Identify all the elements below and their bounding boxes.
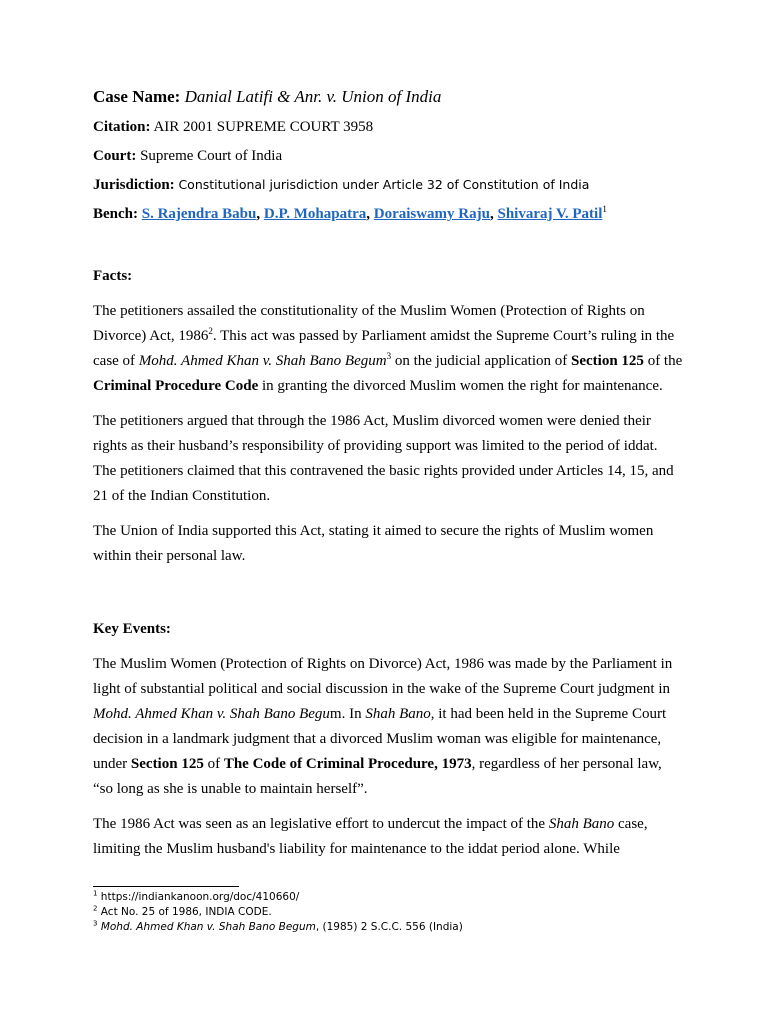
key-events-paragraph-2: The 1986 Act was seen as an legislative effort to undercut the impact of the Shah Bano case, limiting the Muslim husband's liability for maintenance to the iddat period alone. While — [93, 816, 648, 857]
case-name-value: Danial Latifi & Anr. v. Union of India — [184, 87, 442, 106]
facts-heading: Facts: — [93, 268, 133, 284]
jurisdiction-line — [93, 172, 683, 198]
jurisdiction-label: Jurisdiction: — [93, 177, 175, 193]
judge-link-3[interactable]: Doraiswamy Raju — [373, 206, 490, 222]
footnotes — [93, 886, 693, 935]
comma: , — [366, 206, 370, 222]
citation-value: AIR 2001 SUPREME COURT 3958 — [153, 119, 374, 135]
footnote-3: $^3$ Mohd. Ahmed Khan v. Shah Bano Begum, (1985) 2 S.C.C. 556 (India) — [93, 919, 463, 933]
bench-line — [93, 201, 683, 227]
judge-link-4[interactable]: Shivaraj V. Patil — [497, 206, 603, 222]
footnote-link[interactable]: https://indiankanoon.org/doc/410660/ — [97, 891, 300, 903]
judge-link-1[interactable]: S. Rajendra Babu — [141, 206, 257, 222]
case-reference: Mohd. Ahmed Khan v. Shah Bano Begum — [138, 353, 387, 369]
comma: , — [489, 206, 494, 222]
court-label: Court: — [93, 148, 137, 164]
comma: , — [256, 206, 261, 222]
bench-label: Bench: — [93, 206, 138, 222]
facts-paragraph-2: The petitioners argued that through the 1986 Act, Muslim divorced women were denied their rights as their husband’s responsibility of providing support was limited to the period of iddat. The petitioners claimed that this contravened the basic rights provided under Articles 14, 15, and 21 of the Indian Constitution. — [93, 413, 674, 504]
citation-label: Citation: — [93, 119, 151, 135]
case-name-line — [93, 84, 683, 110]
document-body — [93, 84, 683, 862]
footnote-1: $^1$ https://indiankanoon.org/doc/410660/ — [93, 889, 300, 903]
jurisdiction-value: Constitutional jurisdiction under Article 32 of Constitution of India — [178, 177, 590, 192]
facts-paragraph-1: The petitioners assailed the constitutionality of the Muslim Women (Protection of Rights on Divorce) Act, 1986$^2$. This act was passed by Parliament amidst the Supreme Court’s ruling in the case of Mohd. Ahmed Khan v. Shah Bano Begum$^3$ on the judicial application of Section 125 of the Criminal Procedure Code in granting the divorced Muslim women the right for maintenance. — [93, 303, 683, 394]
case-name-label: Case Name: — [93, 87, 181, 106]
citation-line — [93, 114, 683, 140]
footnote-ref-2: 2 — [208, 326, 213, 336]
footnote-separator — [93, 886, 239, 887]
footnote-ref-1: 1 — [602, 204, 607, 214]
judge-link-2[interactable]: D.P. Mohapatra — [263, 206, 367, 222]
court-value: Supreme Court of India — [140, 148, 283, 164]
footnote-2: $^2$ Act No. 25 of 1986, INDIA CODE. — [93, 904, 272, 918]
facts-paragraph-3: The Union of India supported this Act, stating it aimed to secure the rights of Muslim women within their personal law. — [93, 523, 654, 564]
court-line — [93, 143, 683, 169]
key-events-paragraph-1: The Muslim Women (Protection of Rights on Divorce) Act, 1986 was made by the Parliament in light of substantial political and social discussion in the wake of the Supreme Court judgment in Mohd. Ahmed Khan v. Shah Bano Begum. In Shah Bano, it had been held in the Supreme Court decision in a landmark judgment that a divorced Muslim woman was eligible for maintenance, under Section 125 of The Code of Criminal Procedure, 1973, regardless of her personal law, “so long as she is unable to maintain herself”. — [93, 656, 673, 797]
key-events-heading: Key Events: — [93, 621, 171, 637]
footnote-ref-3: 3 — [386, 351, 392, 361]
